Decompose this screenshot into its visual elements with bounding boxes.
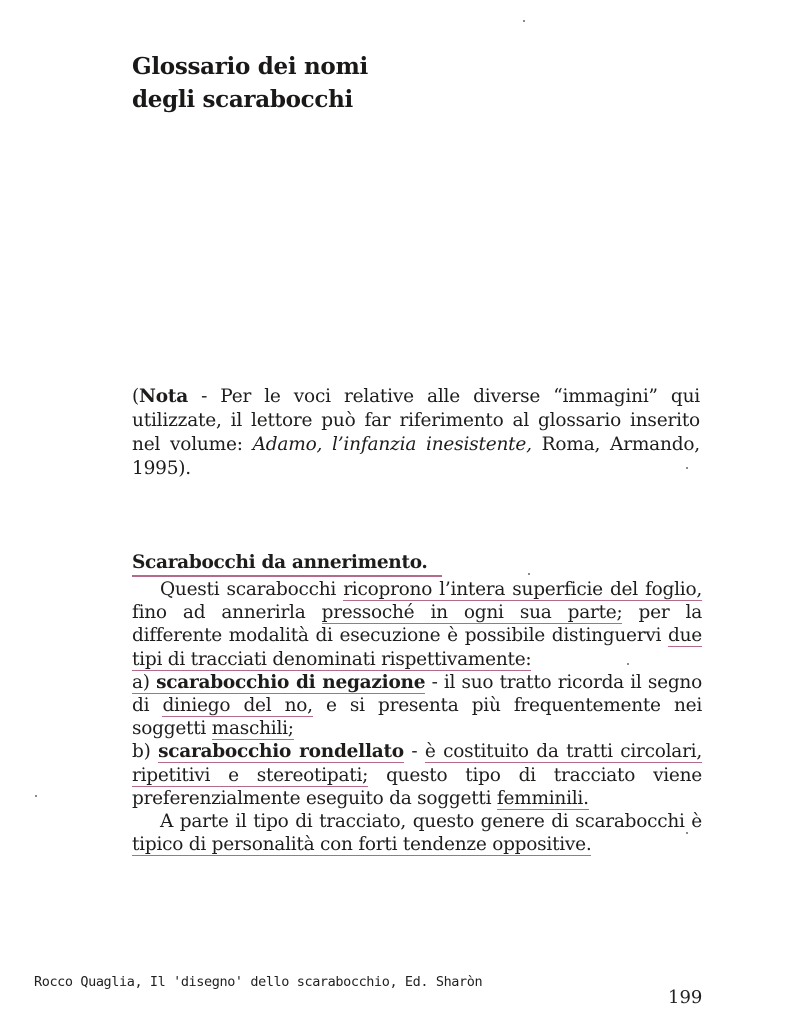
intro-text-2: fino ad annerirla: [132, 602, 322, 624]
intro-highlight-1: ricoprono l’intera superficie del foglio,: [343, 579, 702, 600]
item-a-prefix: [132, 672, 425, 694]
note-open-paren: (: [132, 386, 140, 407]
item-b-text-2: questo tipo di tracciato viene preferenzialmente eseguito da soggetti: [132, 764, 702, 809]
item-a-text-1: - il suo tratto ricorda il segno di: [132, 671, 702, 717]
intro-text-1: Questi scarabocchi: [160, 579, 344, 600]
section-body: [132, 578, 702, 856]
scan-speck: [528, 573, 530, 575]
note-text-1: - Per le voci relative alle diverse “immagini” qui utilizzate, il lettore può far riferimento al glossario inserito nel volume:: [132, 386, 700, 455]
intro-highlight-2: pressoché in ogni sua parte;: [321, 602, 623, 624]
note-book-title: Adamo, l’infanzia inesistente,: [252, 434, 532, 455]
scan-speck: [35, 795, 37, 797]
page-title-line-1: Glossario dei nomi: [132, 53, 368, 80]
intro-text-3: per la differente modalità di esecuzione è possibile distinguervi: [132, 602, 702, 647]
item-b-highlight-1: è costituito da tratti circolari, ripetitivi e stereotipati;: [132, 741, 702, 786]
conclusion-highlight-1: tipico di personalità con forti tendenze oppositive.: [132, 834, 592, 856]
note-text-2: Roma, Armando, 1995).: [132, 434, 700, 479]
page-title-line-2: degli scarabocchi: [132, 86, 353, 113]
page-number: 199: [668, 987, 703, 1008]
paragraph-conclusion: [132, 810, 702, 856]
note-paragraph: [132, 385, 700, 481]
conclusion-text-1: A parte il tipo di tracciato, questo genere di scarabocchi è: [160, 811, 702, 833]
scan-speck: [686, 832, 688, 834]
item-a: [132, 671, 702, 741]
intro-highlight-3: due tipi di tracciati denominati rispettivamente:: [132, 625, 702, 670]
scan-speck: [627, 663, 629, 665]
item-a-text-2: e si presenta più frequentemente nei soggetti: [132, 695, 702, 740]
item-b: [132, 740, 702, 810]
paragraph-intro: [132, 578, 702, 671]
page-title: [132, 50, 368, 116]
item-b-label: b): [132, 741, 151, 763]
item-b-text-1: -: [403, 741, 425, 763]
item-a-highlight-2: maschili;: [211, 718, 294, 740]
scan-speck: [686, 467, 688, 469]
note-lead: Nota: [139, 386, 189, 407]
item-b-term: scarabocchio rondellato: [158, 741, 404, 763]
item-b-highlight-2: femminili.: [496, 787, 589, 809]
item-a-term: scarabocchio di negazione: [156, 671, 426, 693]
section-title: Scarabocchi da annerimento.: [132, 551, 442, 577]
source-caption: Rocco Quaglia, Il 'disegno' dello scarabocchio, Ed. Sharòn: [34, 974, 483, 990]
item-a-label: a): [132, 671, 150, 693]
scan-speck: [523, 20, 525, 22]
item-a-highlight-1: diniego del no,: [162, 695, 313, 717]
